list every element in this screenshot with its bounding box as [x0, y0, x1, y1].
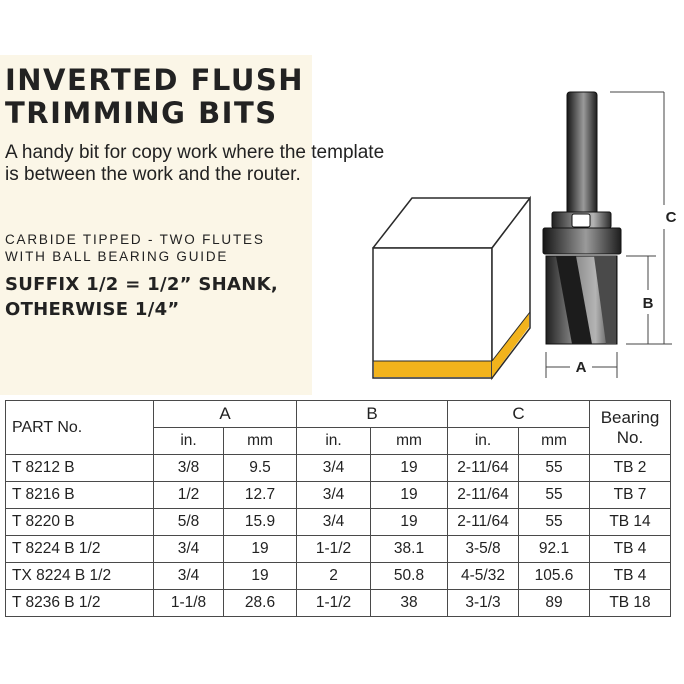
bearing-cell: TB 4: [590, 536, 671, 563]
a-mm-cell: 19: [224, 563, 297, 590]
dimension-label-a: A: [575, 359, 587, 376]
c-in-cell: 4-5/32: [448, 563, 519, 590]
table-header-row: [6, 401, 671, 428]
router-bit-illustration: [365, 85, 680, 385]
unit-header-b-in: in.: [297, 428, 371, 455]
a-mm-cell: 28.6: [224, 590, 297, 617]
a-mm-cell: 9.5: [224, 455, 297, 482]
bit-bearing-body: [543, 228, 621, 254]
c-in-cell: 2-11/64: [448, 455, 519, 482]
template-block-drawing: [373, 198, 530, 378]
b-in-cell: 3/4: [297, 482, 371, 509]
b-in-cell: 3/4: [297, 455, 371, 482]
description-line-1: A handy bit for copy work where the template: [5, 142, 385, 163]
bearing-header-line-2: No.: [616, 427, 644, 447]
title-line-2: TRIMMING BITS: [5, 96, 278, 130]
c-in-cell: 3-5/8: [448, 536, 519, 563]
b-mm-cell: 19: [371, 509, 448, 536]
description-line-2: is between the work and the router.: [5, 164, 301, 185]
block-front-face: [373, 248, 492, 378]
column-group-b-header: B: [297, 401, 448, 428]
a-mm-cell: 12.7: [224, 482, 297, 509]
part-number-cell: T 8224 B 1/2: [6, 536, 154, 563]
suffix-line-2: OTHERWISE 1/4”: [5, 299, 180, 320]
bearing-cell: TB 14: [590, 509, 671, 536]
c-in-cell: 3-1/3: [448, 590, 519, 617]
title-line-1: INVERTED FLUSH: [5, 63, 305, 97]
table-row: [6, 482, 671, 509]
table-row: [6, 509, 671, 536]
b-mm-cell: 50.8: [371, 563, 448, 590]
part-number-header: PART No.: [6, 401, 154, 455]
part-number-cell: T 8216 B: [6, 482, 154, 509]
b-mm-cell: 38: [371, 590, 448, 617]
c-mm-cell: 92.1: [519, 536, 590, 563]
bit-bearing-ring: [572, 214, 590, 227]
template-strip-front: [374, 361, 491, 377]
b-in-cell: 1-1/2: [297, 536, 371, 563]
a-in-cell: 3/4: [154, 536, 224, 563]
bearing-cell: TB 7: [590, 482, 671, 509]
bearing-cell: TB 2: [590, 455, 671, 482]
column-group-c-header: C: [448, 401, 590, 428]
b-mm-cell: 19: [371, 482, 448, 509]
subtitle-line-1: CARBIDE TIPPED - TWO FLUTES: [5, 232, 265, 247]
specifications-table: [5, 400, 671, 617]
unit-header-c-mm: mm: [519, 428, 590, 455]
c-in-cell: 2-11/64: [448, 482, 519, 509]
table-row: [6, 590, 671, 617]
c-mm-cell: 55: [519, 455, 590, 482]
a-in-cell: 1/2: [154, 482, 224, 509]
c-mm-cell: 105.6: [519, 563, 590, 590]
part-number-cell: T 8212 B: [6, 455, 154, 482]
column-group-a-header: A: [154, 401, 297, 428]
suffix-line-1: SUFFIX 1/2 = 1/2” SHANK,: [5, 274, 278, 295]
router-bit-drawing: [543, 92, 621, 344]
b-in-cell: 2: [297, 563, 371, 590]
a-in-cell: 1-1/8: [154, 590, 224, 617]
bit-shank: [567, 92, 597, 216]
c-mm-cell: 55: [519, 482, 590, 509]
part-number-cell: T 8220 B: [6, 509, 154, 536]
c-in-cell: 2-11/64: [448, 509, 519, 536]
table-row: [6, 536, 671, 563]
b-mm-cell: 38.1: [371, 536, 448, 563]
suffix-note: [5, 272, 278, 322]
c-mm-cell: 55: [519, 509, 590, 536]
bearing-header-line-1: Bearing: [600, 407, 660, 427]
c-mm-cell: 89: [519, 590, 590, 617]
unit-header-b-mm: mm: [371, 428, 448, 455]
page-title: [5, 64, 304, 130]
bearing-cell: TB 18: [590, 590, 671, 617]
part-number-cell: T 8236 B 1/2: [6, 590, 154, 617]
b-in-cell: 1-1/2: [297, 590, 371, 617]
bearing-number-header: [590, 401, 671, 455]
table-row: [6, 563, 671, 590]
unit-header-a-mm: mm: [224, 428, 297, 455]
b-in-cell: 3/4: [297, 509, 371, 536]
part-number-cell: TX 8224 B 1/2: [6, 563, 154, 590]
a-mm-cell: 19: [224, 536, 297, 563]
table-row: [6, 455, 671, 482]
a-in-cell: 3/8: [154, 455, 224, 482]
a-in-cell: 5/8: [154, 509, 224, 536]
bearing-cell: TB 4: [590, 563, 671, 590]
a-mm-cell: 15.9: [224, 509, 297, 536]
dimension-label-b: B: [642, 295, 654, 312]
unit-header-c-in: in.: [448, 428, 519, 455]
unit-header-a-in: in.: [154, 428, 224, 455]
a-in-cell: 3/4: [154, 563, 224, 590]
dimension-label-c: C: [665, 209, 677, 226]
b-mm-cell: 19: [371, 455, 448, 482]
product-subtitle: [5, 231, 265, 265]
subtitle-line-2: WITH BALL BEARING GUIDE: [5, 249, 229, 264]
